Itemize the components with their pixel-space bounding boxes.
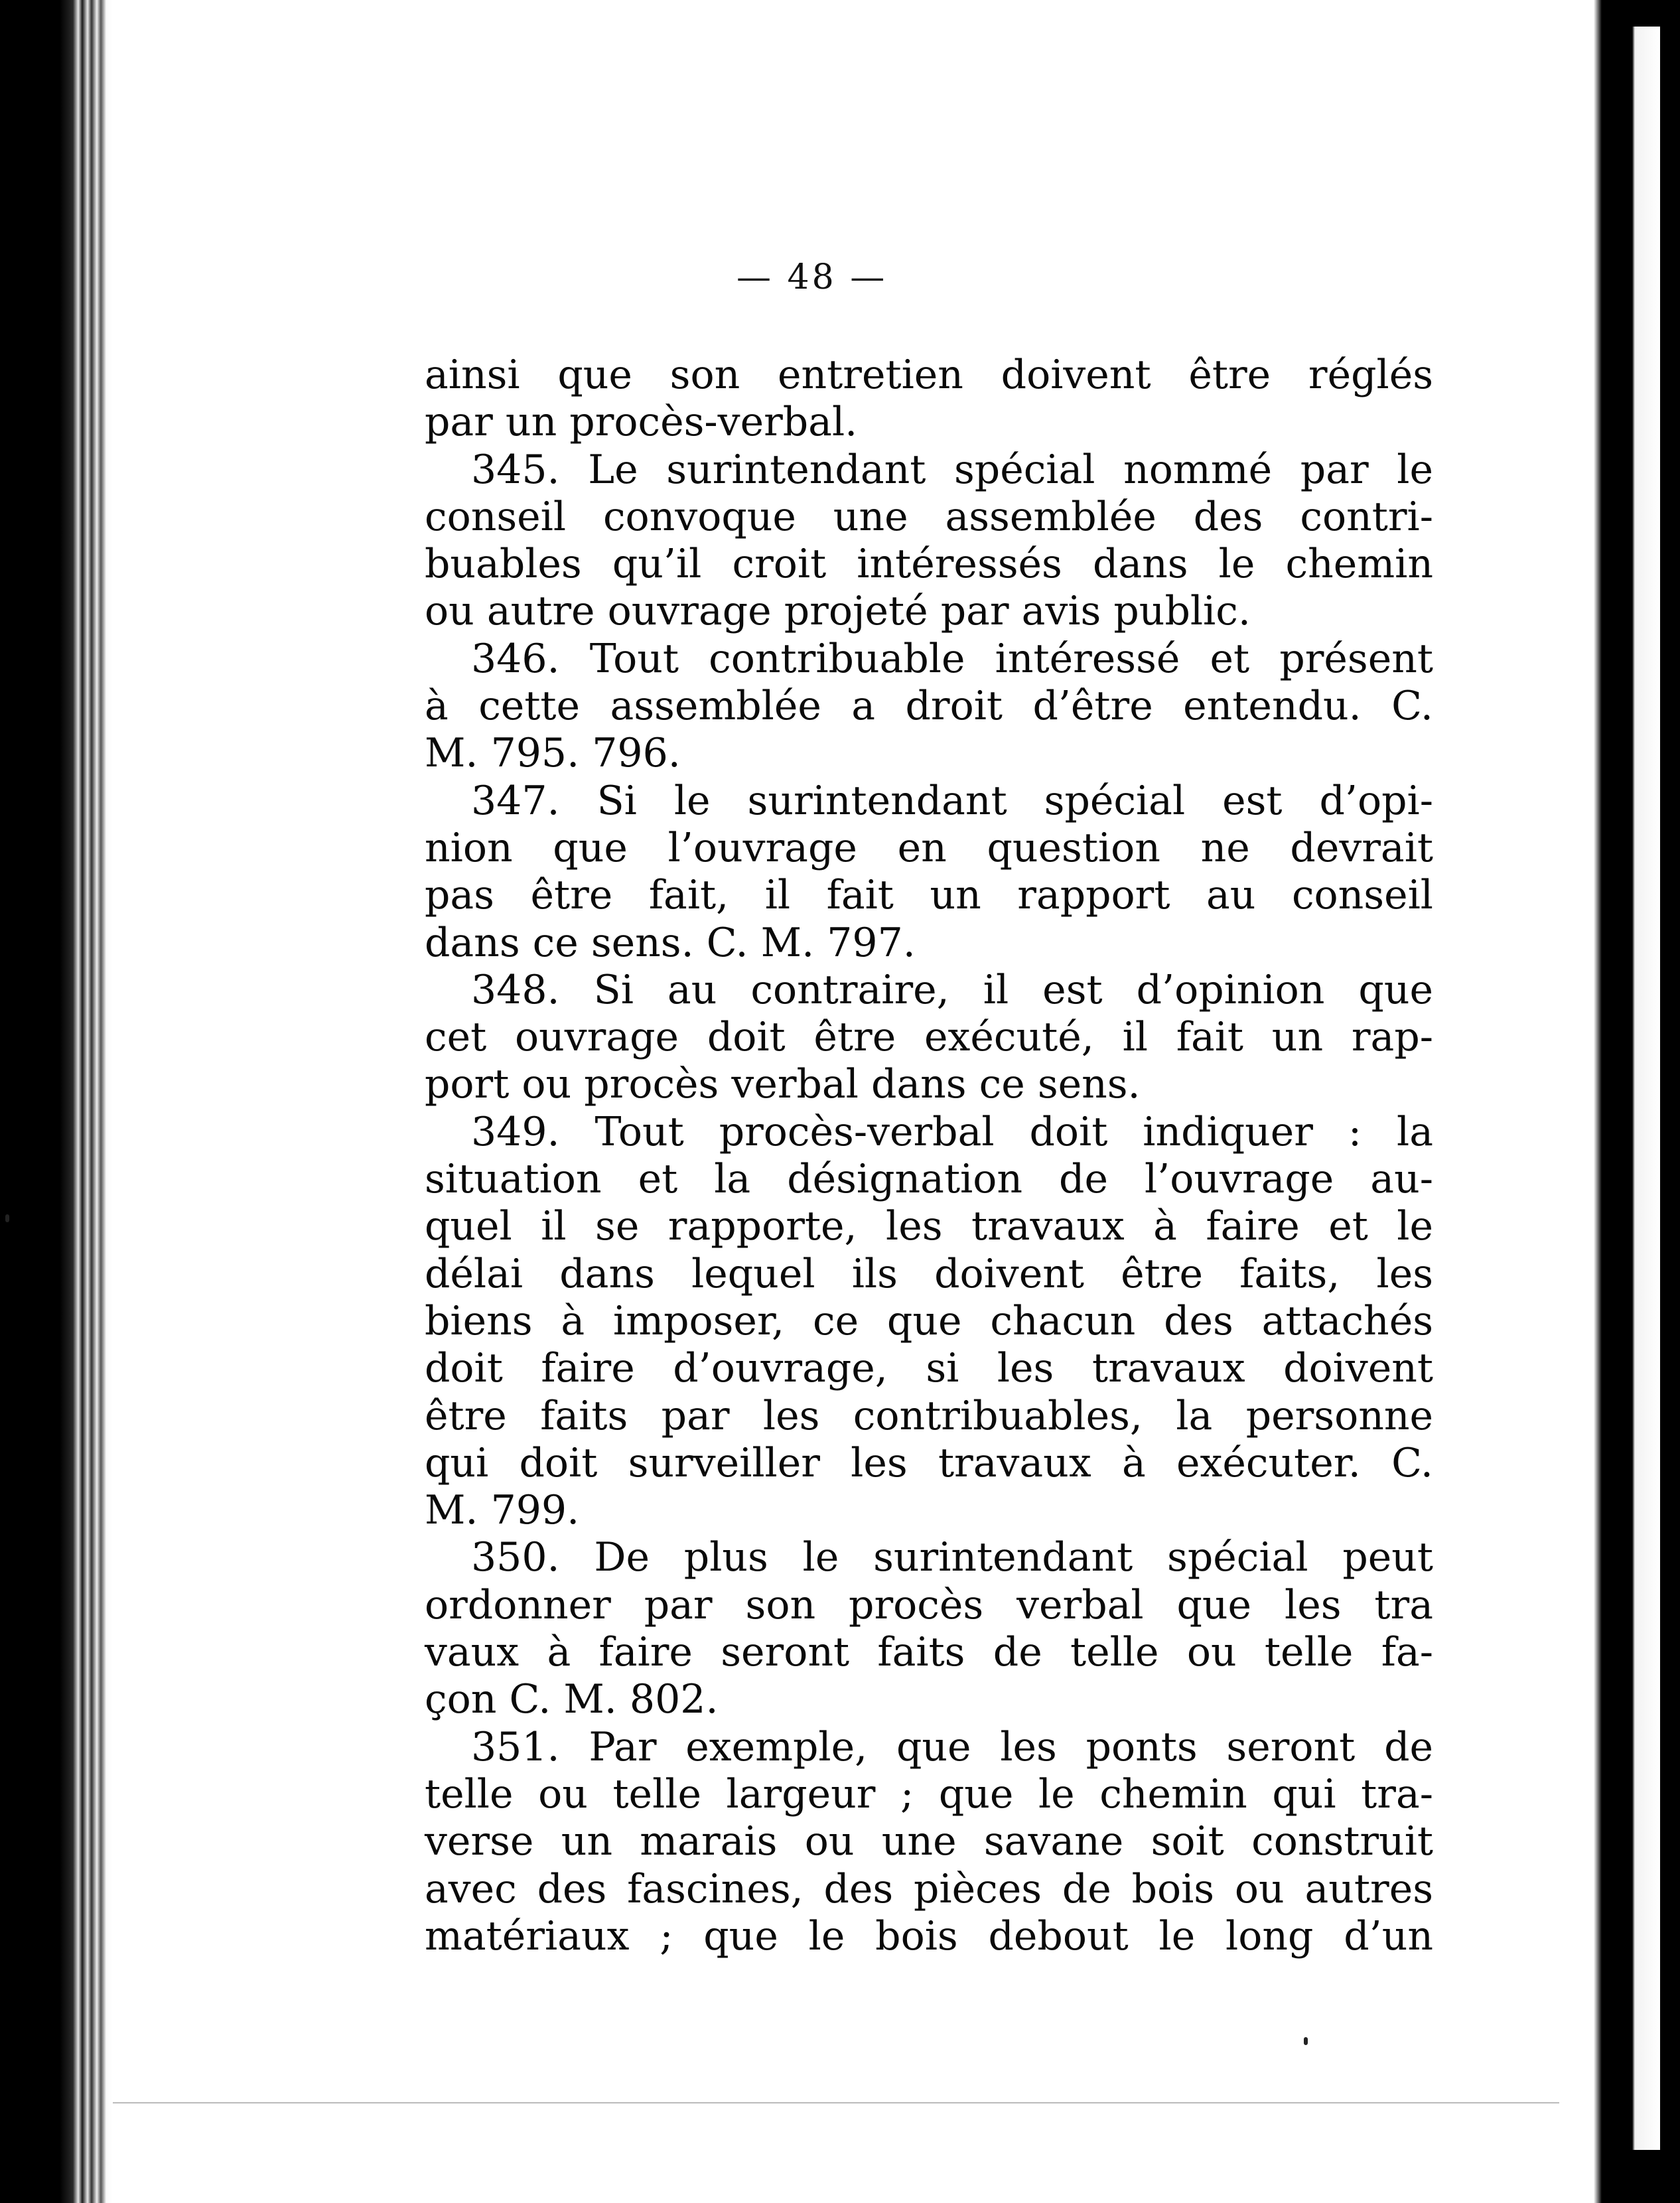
text-line: matériaux ; que le bois debout le long d’un [425,1912,1433,1959]
text-line: doit faire d’ouvrage, si les travaux doivent [425,1345,1433,1392]
text-line: çon C. M. 802. [425,1676,719,1723]
text-line: verse un marais ou une savane soit construit [425,1818,1433,1865]
text-line: vaux à faire seront faits de telle ou telle fa- [425,1629,1433,1676]
text-line: avec des fascines, des pièces de bois ou autres [425,1865,1433,1912]
text-line: situation et la désignation de l’ouvrage au- [425,1156,1433,1203]
text-line: ordonner par son procès verbal que les tra [425,1581,1433,1628]
text-line: 351. Par exemple, que les ponts seront de [471,1723,1433,1770]
text-line: délai dans lequel ils doivent être faits, les [425,1250,1433,1297]
text-line: être faits par les contribuables, la personne [425,1392,1433,1439]
scan-speck [1304,2037,1308,2045]
book-gutter-left [0,0,113,2203]
text-line: M. 799. [425,1487,580,1534]
page-number: — 48 — [736,257,888,297]
text-line: 345. Le surintendant spécial nommé par le [471,446,1433,493]
text-line: 348. Si au contraire, il est d’opinion que [471,966,1433,1013]
text-line: dans ce sens. C. M. 797. [425,919,916,966]
scan-speck [5,1214,9,1222]
page-edge-line [113,2102,1559,2103]
text-line: nion que l’ouvrage en question ne devrait [425,824,1433,871]
text-line: conseil convoque une assemblée des contri- [425,493,1433,540]
text-line: à cette assemblée a droit d’être entendu. C. [425,683,1433,730]
text-line: cet ouvrage doit être exécuté, il fait un rap- [425,1014,1433,1061]
text-line: 346. Tout contribuable intéressé et présent [471,635,1433,682]
body-text [425,352,1433,1960]
text-line: port ou procès verbal dans ce sens. [425,1061,1141,1108]
text-line: pas être fait, il fait un rapport au conseil [425,872,1433,919]
text-line: quel il se rapporte, les travaux à faire et le [425,1203,1433,1250]
text-line: telle ou telle largeur ; que le chemin qui tra- [425,1770,1433,1817]
text-line: 350. De plus le surintendant spécial peut [471,1534,1433,1581]
text-line: ou autre ouvrage projeté par avis public. [425,588,1251,635]
text-line: qui doit surveiller les travaux à exécuter. C. [425,1439,1433,1486]
text-line: M. 795. 796. [425,730,681,777]
page-stack-right [1620,27,1660,2150]
text-line: ainsi que son entretien doivent être réglés [425,352,1433,398]
text-line: buables qu’il croit intéressés dans le chemin [425,541,1433,588]
text-line: par un procès-verbal. [425,399,858,446]
text-line: 347. Si le surintendant spécial est d’opi- [471,777,1433,824]
text-line: 349. Tout procès-verbal doit indiquer : la [471,1108,1433,1155]
text-line: biens à imposer, ce que chacun des attachés [425,1297,1433,1344]
